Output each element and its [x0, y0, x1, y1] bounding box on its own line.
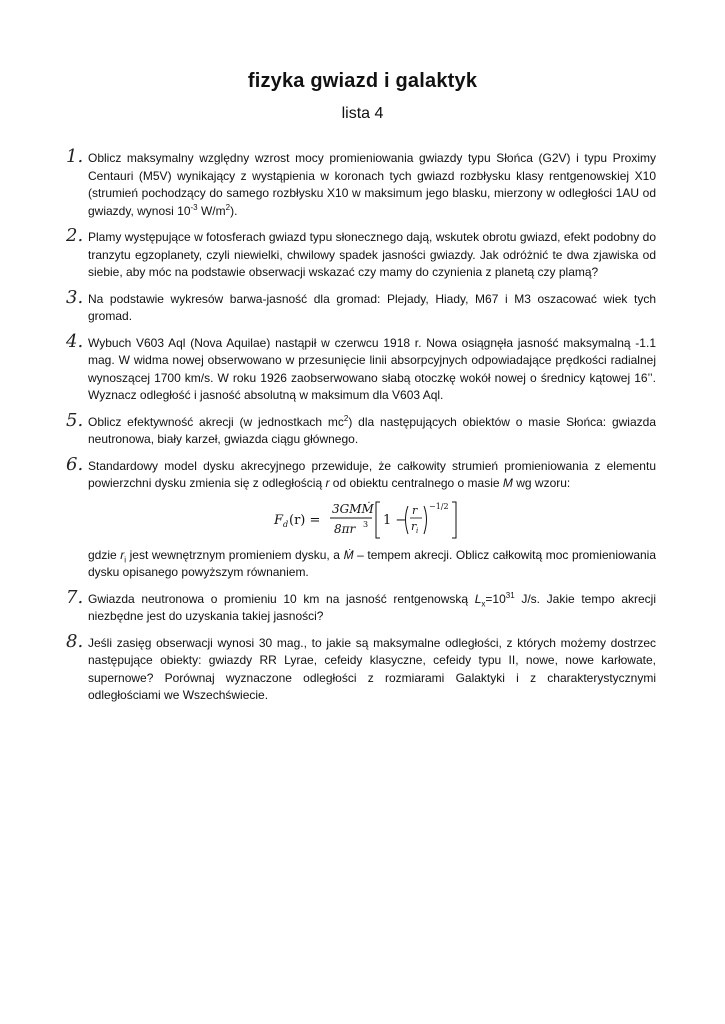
eq-lhs: F [274, 512, 284, 528]
eq-lhs-sub: d [283, 519, 289, 529]
problem-text: wg wzoru: [512, 476, 571, 490]
problem-text: Oblicz efektywność akrecji (w jednostkach mc [88, 414, 344, 429]
problem-number: 2. [66, 225, 84, 246]
problem-text: od obiektu centralnego o masie [329, 476, 503, 490]
problem-text: – tempem akrecji. Oblicz całkowitą moc promieniowania dysku opisanego powyższym równaniem. [88, 547, 657, 579]
problem-text: jest wewnętrznym promieniem dysku, a [126, 547, 344, 562]
problem-list [66, 146, 657, 714]
eq-denominator-sup: 3 [363, 519, 369, 529]
problem-5 [66, 409, 656, 449]
superscript: 31 [505, 590, 515, 600]
superscript: 2 [225, 202, 231, 212]
eq-numerator: 3GMṀ [332, 501, 374, 516]
problem-6 [66, 453, 657, 582]
subscript: x [481, 598, 486, 608]
left-paren [406, 506, 409, 534]
problem-2 [66, 225, 656, 282]
variable-M: M [502, 476, 513, 490]
problem-text: ) dla następujących obiektów o masie Słońca: gwiazda neutronowa, biały karzeł, gwiazda ciągu głównego. [88, 414, 656, 446]
disk-flux-equation [88, 499, 656, 541]
problem-text: Gwiazda neutronowa o promieniu 10 km na jasność rentgenowską [88, 591, 475, 606]
problem-text: Plamy występujące w fotosferach gwiazd typu słonecznego dają, wskutek obrotu gwiazd, efekt podobny do tranzytu egzoplanety, czyli niewielki, chwilowy spadek jasności gwiazdy. Jak odróżnić te dwa zjawiska od siebie, aby móc na podstawie obserwacji wskazać czy mamy do czynienia z planetą czy plamą? [88, 230, 656, 279]
equation-graphic [272, 498, 472, 542]
problem-text: gdzie [88, 547, 121, 562]
variable-mdot: Ṁ [343, 547, 354, 562]
problem-number: 5. [66, 409, 84, 431]
problem-text: Standardowy model dysku akrecyjnego przewiduje, że całkowity strumień promieniowania z elementu powierzchni dysku zmienia się z odległością [88, 458, 656, 490]
superscript: -3 [190, 202, 198, 212]
problem-number: 4. [66, 330, 84, 352]
problem-text: W/m [197, 203, 226, 218]
problem-text: ). [230, 203, 238, 218]
eq-lhs-arg: (r) = [289, 512, 321, 528]
variable-r: r [325, 476, 330, 490]
subscript: i [124, 554, 127, 564]
problem-text: Oblicz maksymalny względny wzrost mocy promieniowania gwiazdy typu Słońca (G2V) i typu Proximy Centauri (M5V) wynikający z wystąpienia w koronach tych gwiazd rozbłysku klasy rentgenowskiej X10 (strumień pochodzący do samego rozbłysku X10 w maksimum jego blasku, mierzony w odległości 1AU od gwiazdy, wynosi 10 [88, 151, 656, 218]
eq-one-minus: 1 − [383, 512, 407, 528]
left-bracket [376, 502, 380, 538]
problem-text: J/s. Jakie tempo akrecji niezbędne jest do uzyskania takiej jasności? [88, 591, 657, 623]
superscript: 2 [343, 413, 349, 423]
problem-text: =10 [485, 591, 506, 606]
page-subtitle: lista 4 [341, 105, 384, 122]
problem-number: 8. [66, 630, 84, 652]
problem-number: 1. [66, 146, 84, 167]
eq-frac-ri: r [411, 519, 417, 533]
problem-3 [66, 286, 656, 326]
problem-number: 7. [66, 586, 84, 608]
right-paren [424, 506, 427, 534]
eq-frac-ri-sub: i [416, 526, 419, 535]
problem-1 [66, 146, 656, 220]
problem-text: Na podstawie wykresów barwa-jasność dla gromad: Plejady, Hiady, M67 i M3 oszacować wiek tych gromad. [88, 291, 656, 323]
eq-exponent: −1/2 [429, 501, 449, 511]
right-bracket [452, 502, 456, 538]
problem-text: Jeśli zasięg obserwacji wynosi 30 mag., to jakie są maksymalne odległości, z których możemy dostrzec następujące obiekty: gwiazdy RR Lyrae, cefeidy klasyczne, cefeidy typu II, nowe, nowe karłowate, supernowe? Porównaj wyznaczone odległości z rozmiarami Galaktyki i z charakterystycznymi odległościami we Wszechświecie. [88, 635, 656, 702]
problem-number: 3. [66, 286, 84, 308]
eq-frac-r: r [412, 503, 418, 517]
page-title: fizyka gwiazd i galaktyk [247, 70, 478, 92]
problem-7 [66, 586, 657, 626]
problem-4 [66, 330, 656, 405]
problem-8 [66, 630, 656, 705]
problem-text: Wybuch V603 Aql (Nova Aquilae) nastąpił w czerwcu 1918 r. Nowa osiągnęła jasność maksymalną -1.1 mag. W widma nowej obserwowano w przesunięcie linii absorpcyjnych odpowiadające prędkości radialnej wynoszącej 1700 km/s. W roku 1926 zaobserwowano słabą otoczkę wokół nowej o średnicy kątowej 16’’. Wyznacz odległość i jasność absolutną w maksimum dla V603 Aql. [88, 335, 656, 402]
variable-L: L [474, 591, 482, 606]
problem-number: 6. [66, 453, 84, 475]
eq-denominator: 8πr [334, 521, 356, 536]
variable-ri: r [120, 547, 125, 562]
